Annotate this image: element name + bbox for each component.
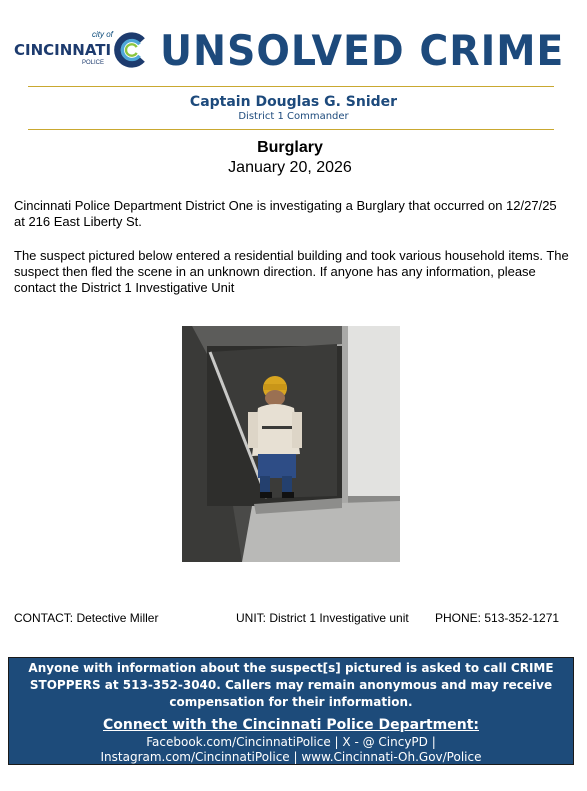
logo-city-of-text: city of: [92, 30, 113, 39]
connect-heading: Connect with the Cincinnati Police Department:: [102, 717, 480, 733]
logo-dept-text: POLICE: [82, 60, 105, 66]
contact-unit: UNIT: District 1 Investigative unit: [236, 611, 409, 625]
contact-phone: PHONE: 513-352-1271: [435, 611, 560, 625]
page-title: UNSOLVED CRIME: [160, 26, 565, 75]
top-divider: [28, 86, 554, 87]
logo-city-text: CINCINNATI: [14, 41, 112, 59]
crime-type: Burglary: [257, 139, 323, 156]
commander-name: Captain Douglas G. Snider: [189, 94, 398, 110]
crime-stoppers-message: Anyone with information about the suspect[s] pictured is asked to call CRIME STOPPERS at 513-352-3040. Callers may remain anonymous and may receive compensation for their information.: [28, 661, 554, 709]
crime-date: January 20, 2026: [228, 159, 352, 176]
social-links-line-2: Instagram.com/CincinnatiPolice | www.Cincinnati-Oh.Gov/Police: [100, 750, 482, 764]
cincinnati-police-logo: [14, 30, 149, 72]
social-links: [9, 735, 573, 765]
social-links-line-1: Facebook.com/CincinnatiPolice | X - @ CincyPD |: [146, 735, 436, 749]
suspect-paragraph: The suspect pictured below entered a residential building and took various household items. The suspect then fled the scene in an unknown direction. If anyone has any information, please contact the District 1 Investigative Unit: [14, 248, 569, 295]
commander-title: District 1 Commander: [238, 111, 349, 122]
suspect-surveillance-photo: [182, 326, 400, 562]
c-logo-mark-icon: [111, 31, 149, 69]
bottom-divider: [28, 129, 554, 130]
crime-stoppers-footer: [8, 657, 574, 765]
incident-paragraph: Cincinnati Police Department District One is investigating a Burglary that occurred on 12/27/25 at 216 East Liberty St.: [14, 198, 557, 229]
contact-detective: CONTACT: Detective Miller: [14, 611, 159, 625]
